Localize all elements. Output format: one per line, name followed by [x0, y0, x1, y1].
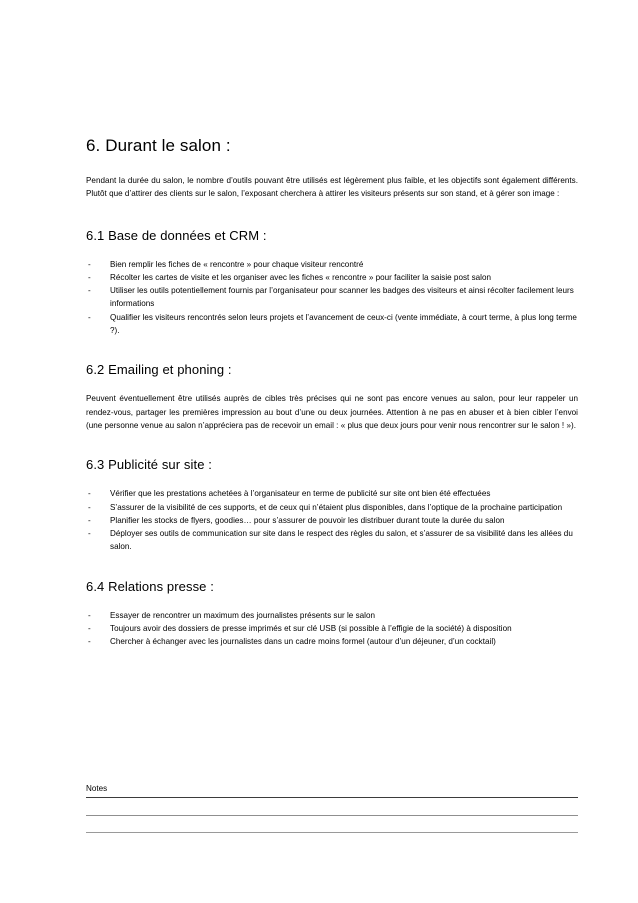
dash-marker: - [88, 286, 91, 296]
section-6 [86, 135, 578, 201]
list-item-text: Récolter les cartes de visite et les organiser avec les fiches « rencontre » pour faciliter la saisie post salon [110, 272, 492, 282]
dash-marker: - [88, 529, 91, 539]
list-item-text: Planifier les stocks de flyers, goodies… pour s’assurer de pouvoir les distribuer durant toute la durée du salon [110, 515, 505, 525]
subsection-6-3-title: 6.3 Publicité sur site : [86, 457, 212, 473]
subsection-6-4 [86, 578, 578, 649]
list-item [86, 609, 578, 622]
dash-marker: - [88, 259, 91, 269]
subsection-6-2-title: 6.2 Emailing et phoning : [86, 362, 232, 378]
page-title: 6. Durant le salon : [86, 136, 231, 155]
subsection-6-3-list [86, 487, 578, 553]
list-item [86, 501, 578, 514]
subsection-6-2-paragraph: Peuvent éventuellement être utilisés auprès de cibles très précises qui ne sont pas encore venues au salon, pour leur rappeler un rendez-vous, partager les premières impression au bout d’une ou deux journées. Attention à ne pas en abuser et à bien cibler l’envoi (une personne venue au salon n’appréciera pas de recevoir un email : « plus que deux jours pour venir nous rencontrer sur le salon ! »). [86, 394, 578, 430]
document-content [86, 135, 578, 673]
list-item-text: Chercher à échanger avec les journalistes dans un cadre moins formel (autour d’un déjeuner, d’un cocktail) [110, 637, 496, 647]
dash-marker: - [88, 312, 91, 322]
notes-rule-secondary [86, 815, 578, 816]
subsection-6-1-title: 6.1 Base de données et CRM : [86, 227, 267, 243]
list-item-text: Bien remplir les fiches de « rencontre » pour chaque visiteur rencontré [110, 259, 364, 269]
list-item [86, 527, 578, 554]
list-item-text: Essayer de rencontrer un maximum des journalistes présents sur le salon [110, 610, 376, 620]
dash-marker: - [88, 272, 91, 282]
list-item [86, 271, 578, 284]
dash-marker: - [88, 610, 91, 620]
dash-marker: - [88, 637, 91, 647]
list-item [86, 258, 578, 271]
subsection-6-2 [86, 361, 578, 432]
list-item [86, 514, 578, 527]
list-item-text: Qualifier les visiteurs rencontrés selon leurs projets et l’avancement de ceux-ci (vente immédiate, à court terme, à plus long terme ?). [110, 312, 577, 336]
list-item [86, 487, 578, 500]
list-item [86, 622, 578, 635]
page-footer [86, 783, 578, 833]
subsection-6-4-list [86, 609, 578, 649]
list-item-text: S’assurer de la visibilité de ces supports, et de ceux qui n’étaient plus disponibles, dans l’optique de la prochaine participation [110, 502, 563, 512]
dash-marker: - [88, 515, 91, 525]
notes-rule-tertiary [86, 832, 578, 833]
list-item-text: Utiliser les outils potentiellement fournis par l’organisateur pour scanner les badges des visiteurs et ainsi récolter facilement leurs informations [110, 286, 574, 309]
section-intro-paragraph: Pendant la durée du salon, le nombre d’outils pouvant être utilisés est légèrement plus faible, et les objectifs sont également différents. Plutôt que d’attirer des clients sur le salon, l’exposant cherchera à attirer les visiteurs présents sur son stand, et à gérer son image : [86, 176, 578, 199]
dash-marker: - [88, 502, 91, 512]
list-item-text: Toujours avoir des dossiers de presse imprimés et sur clé USB (si possible à l’effigie de la société) à disposition [110, 624, 512, 634]
list-item [86, 284, 578, 311]
subsection-6-3 [86, 456, 578, 553]
list-item [86, 311, 578, 338]
list-item [86, 635, 578, 648]
list-item-text: Déployer ses outils de communication sur site dans le respect des règles du salon, et s’assurer de sa visibilité dans les allées du salon. [110, 529, 573, 552]
list-item-text: Vérifier que les prestations achetées à l’organisateur en terme de publicité sur site ont bien été effectuées [110, 489, 491, 499]
dash-marker: - [88, 624, 91, 634]
subsection-6-1 [86, 227, 578, 338]
notes-label: Notes [86, 784, 108, 793]
subsection-6-1-list [86, 258, 578, 338]
notes-rule-primary [86, 797, 578, 798]
subsection-6-4-title: 6.4 Relations presse : [86, 578, 214, 594]
dash-marker: - [88, 489, 91, 499]
